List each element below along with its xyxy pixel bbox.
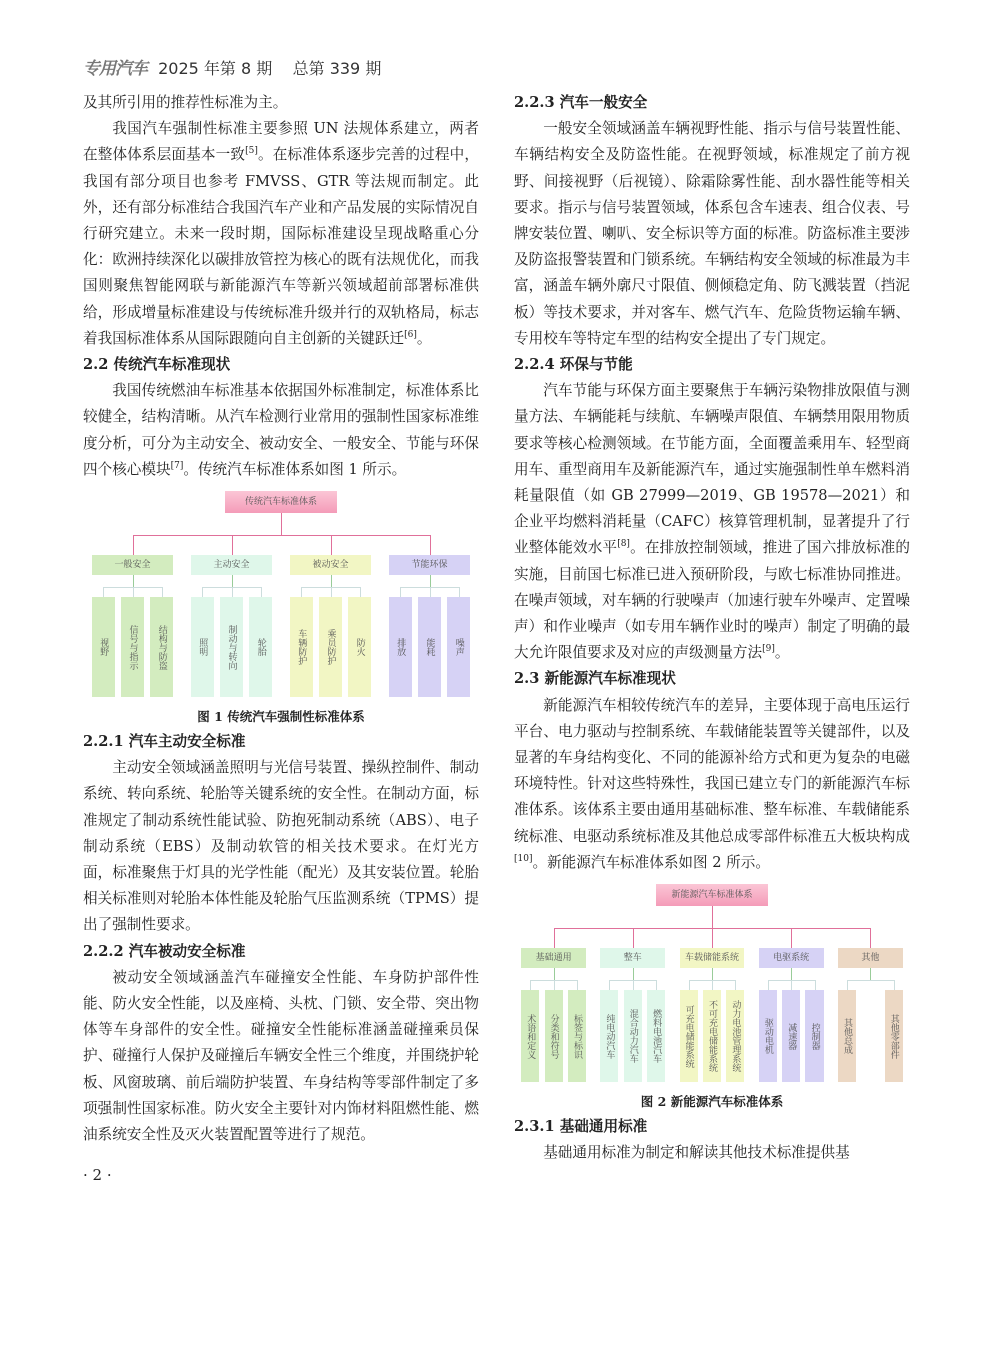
connector (400, 587, 401, 597)
connector (530, 980, 531, 990)
citation: [5] (245, 146, 258, 157)
leaf-node: 可充电储能系统 (680, 990, 698, 1082)
connector (430, 575, 431, 587)
connector (103, 587, 104, 597)
leaf-node: 轮胎 (249, 597, 272, 697)
connector (133, 535, 430, 536)
connector (554, 928, 555, 948)
connector (554, 968, 555, 980)
leaf-node: 动力电池管理系统 (726, 990, 744, 1082)
connector (894, 980, 895, 990)
group-node: 基础通用 (521, 948, 586, 968)
leaf-node: 控制器 (805, 990, 823, 1082)
right-column (514, 90, 910, 1167)
connector (791, 968, 792, 980)
leaf-node: 纯电动汽车 (600, 990, 618, 1082)
leaf-node: 车辆防护 (290, 597, 313, 697)
figure-1-diagram (83, 487, 479, 701)
connector (712, 906, 713, 928)
group-node: 车载储能系统 (680, 948, 745, 968)
paragraph: 新能源汽车相较传统汽车的差异，主要体现于高电压运行平台、电力驱动与控制系统、车载储能装置等关键部件，以及显著的车身结构变化、不同的能源补给方式和更为复杂的电磁环境特性。针对这些特殊性，我国已建立专门的新能源汽车标准体系。该体系主要由通用基础标准、整车标准、车载储能系统标准、电驱动系统标准及其他总成零部件标准五大板块构成[10]。新能源汽车标准体系如图 2 所示。 (514, 696, 910, 871)
connector (815, 980, 816, 990)
connector (133, 535, 134, 555)
citation: [10] (514, 854, 533, 865)
section-heading: 2.2.4 环保与节能 (514, 356, 633, 374)
connector (633, 980, 634, 990)
group-node: 整车 (600, 948, 665, 968)
journal-logo: 专用汽车 (83, 59, 147, 79)
page-number: · 2 · (83, 1166, 112, 1185)
leaf-node: 乘员防护 (319, 597, 342, 697)
figure-2-diagram (514, 880, 910, 1086)
paragraph: 一般安全领域涵盖车辆视野性能、指示与信号装置性能、车辆结构安全及防盗性能。在视野领域，标准规定了前方视野、间接视野（后视镜）、除霜除雾性能、刮水器性能等相关要求。指示与信号装置领域，体系包含车速表、组合仪表、号牌安装位置、喇叭、安全标识等方面的标准。防盗标准主要涉及防盗报警装置和门锁系统。车辆结构安全领域的标准最为丰富，涵盖车辆外廓尺寸限值、侧倾稳定角、防飞溅装置（挡泥板）等技术要求，并对客车、燃气汽车、危险货物运输车辆、专用校车等特定车型的结构安全提出了专门规定。 (514, 120, 910, 347)
connector (656, 980, 657, 990)
citation: [6] (404, 329, 417, 340)
section-heading: 2.2.3 汽车一般安全 (514, 94, 648, 111)
group-node: 一般安全 (92, 555, 173, 575)
leaf-node: 防火 (348, 597, 371, 697)
running-header (83, 54, 381, 79)
connector (232, 575, 233, 587)
paragraph: 基础通用标准为制定和解读其他技术标准提供基 (543, 1144, 850, 1162)
connector (162, 587, 163, 597)
leaf-node: 照明 (191, 597, 214, 697)
paragraph: 被动安全领域涵盖汽车碰撞安全性能、车身防护部件性能、防火安全性能，以及座椅、头枕、门锁、安全带、突出物体等车身部件的安全性。碰撞安全性能标准涵盖碰撞乘员保护、碰撞行人保护及碰撞后车辆安全性三个维度，并围绕护轮板、风窗玻璃、前后端防护装置、车身结构等零部件制定了多项强制性国家标准。防火安全主要针对内饰材料阻燃性能、燃油系统安全性及灭火装置配置等进行了规范。 (83, 968, 479, 1144)
connector (232, 535, 233, 555)
connector (870, 928, 871, 948)
group-node: 电驱系统 (759, 948, 824, 968)
leaf-node: 制动与转向 (220, 597, 243, 697)
connector (870, 968, 871, 980)
connector (609, 980, 610, 990)
connector (232, 587, 233, 597)
group-node: 节能环保 (389, 555, 470, 575)
connector (847, 980, 894, 981)
section-heading: 2.3.1 基础通用标准 (514, 1118, 648, 1136)
issue-number: 2025 年第 8 期 (158, 59, 273, 78)
connector (430, 535, 431, 555)
connector (633, 968, 634, 980)
section-heading: 2.3 新能源汽车标准现状 (514, 670, 676, 688)
leaf-node: 信号与指示 (121, 597, 144, 697)
leaf-node: 术语和定义 (521, 990, 539, 1082)
connector (281, 513, 282, 535)
connector (430, 587, 431, 597)
leaf-node: 排放 (389, 597, 412, 697)
total-issue: 总第 339 期 (292, 59, 382, 78)
leaf-node: 视野 (92, 597, 115, 697)
section-heading: 2.2.1 汽车主动安全标准 (83, 733, 246, 751)
connector (847, 980, 848, 990)
paragraph: 我国汽车强制性标准主要参照 UN 法规体系建立，两者在整体体系层面基本一致[5]。在标准体系逐步完善的过程中，我国有部分项目也参考 FMVSS、GTR 等法规而制定。此外，还有部分标准结合我国汽车产业和产品发展的实际情况自行研究建立。未来一段时期，国际标准建设呈现战略重心分化：欧洲持续深化以碳排放管控为核心的既有法规优化，而我国则聚焦智能网联与新能源汽车等新兴领域超前部署标准供给，形成增量标准建设与传统标准升级并行的双轨格局，标志着我国标准体系从国际跟随向自主创新的关键跃迁[6]。 (83, 120, 479, 347)
connector (712, 968, 713, 980)
citation: [7] (170, 460, 184, 471)
connector (202, 587, 203, 597)
citation: [8] (617, 539, 630, 550)
connector (331, 535, 332, 555)
section-heading: 2.2 传统汽车标准现状 (83, 356, 231, 374)
leaf-node: 标签与标识 (568, 990, 586, 1082)
paragraph: 主动安全领域涵盖照明与光信号装置、操纵控制件、制动系统、转向系统、轮胎等关键系统的安全性。在制动方面，标准规定了制动系统性能试验、防抱死制动系统（ABS）、电子制动系统（EBS）及制动软管的相关技术要求。在灯光方面，标准聚焦于灯具的光学性能（配光）及其安装位置。轮胎相关标准则对轮胎本体性能及轮胎气压监测系统（TPMS）提出了强制性要求。 (83, 759, 479, 934)
leaf-node: 能耗 (418, 597, 441, 697)
connector (459, 587, 460, 597)
connector (261, 587, 262, 597)
connector (712, 928, 713, 948)
paragraph: 及其所引用的推荐性标准为主。 (83, 94, 288, 111)
connector (768, 980, 769, 990)
connector (133, 587, 134, 597)
group-node: 被动安全 (290, 555, 371, 575)
leaf-node: 燃料电池汽车 (647, 990, 665, 1082)
leaf-node: 其他总成 (838, 990, 856, 1082)
connector (791, 928, 792, 948)
connector (554, 980, 555, 990)
connector (577, 980, 578, 990)
connector (735, 980, 736, 990)
leaf-node: 其他零部件 (885, 990, 903, 1082)
leaf-node: 驱动电机 (759, 990, 777, 1082)
connector (689, 980, 690, 990)
group-node: 其他 (838, 948, 903, 968)
connector (133, 575, 134, 587)
leaf-node: 不可充电储能系统 (703, 990, 721, 1082)
paragraph: 汽车节能与环保方面主要聚焦于车辆污染物排放限值与测量方法、车辆能耗与续航、车辆噪声限值、车辆禁用限用物质要求等核心检测领域。在节能方面，全面覆盖乘用车、轻型商用车、重型商用车及新能源汽车，通过实施强制性单车燃料消耗量限值（如 GB 27999—2019、GB 19578—2021）和企业平均燃料消耗量（CAFC）核算管理机制，显著提升了行业整体能效水平[8]。在排放控制领域，推进了国六排放标准的实施，目前国七标准已进入预研阶段，与欧七标准协同推进。在噪声领域，对车辆的行驶噪声（加速行驶车外噪声、定置噪声）和作业噪声（如专用车辆作业时的噪声）制定了明确的最大允许限值要求及对应的声级测量方法[9]。 (514, 382, 910, 662)
connector (633, 928, 634, 948)
left-column (83, 90, 479, 1189)
leaf-node: 混合动力汽车 (624, 990, 642, 1082)
leaf-node: 结构与防盗 (150, 597, 173, 697)
connector (360, 587, 361, 597)
section-heading: 2.2.2 汽车被动安全标准 (83, 942, 246, 960)
root-node: 传统汽车标准体系 (225, 491, 337, 513)
connector (331, 587, 332, 597)
leaf-node: 分类和符号 (545, 990, 563, 1082)
connector (791, 980, 792, 990)
connector (301, 587, 302, 597)
leaf-node: 噪声 (447, 597, 470, 697)
citation: [9] (762, 644, 775, 655)
figure-2-caption: 图 2 新能源汽车标准体系 (640, 1094, 784, 1110)
paragraph: 我国传统燃油车标准基本依据国外标准制定，标准体系比较健全，结构清晰。从汽车检测行业常用的强制性国家标准维度分析，可分为主动安全、被动安全、一般安全、节能与环保四个核心模块[7]。传统汽车标准体系如图 1 所示。 (83, 382, 479, 478)
group-node: 主动安全 (191, 555, 272, 575)
leaf-node: 减速器 (782, 990, 800, 1082)
connector (331, 575, 332, 587)
connector (712, 980, 713, 990)
root-node: 新能源汽车标准体系 (656, 884, 768, 906)
figure-1-caption: 图 1 传统汽车强制性标准体系 (197, 709, 365, 725)
